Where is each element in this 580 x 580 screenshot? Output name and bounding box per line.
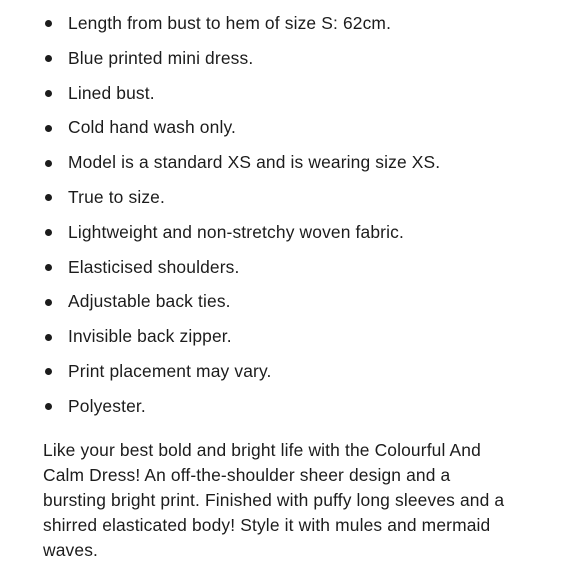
list-item: [0, 250, 580, 285]
list-item: [0, 284, 580, 319]
feature-text: Length from bust to hem of size S: 62cm.: [68, 13, 392, 33]
bullet-dot-icon: [45, 125, 52, 132]
feature-text: Elasticised shoulders.: [68, 256, 240, 277]
bullet-dot-icon: [45, 194, 52, 201]
list-item: [0, 41, 580, 76]
bullet-dot-icon: [45, 368, 52, 375]
list-item: [0, 145, 580, 180]
feature-text: Blue printed mini dress.: [68, 47, 254, 68]
feature-text: Cold hand wash only.: [68, 117, 236, 138]
list-item: [0, 76, 580, 111]
feature-text: Model is a standard XS and is wearing size XS.: [68, 152, 441, 173]
feature-text: Invisible back zipper.: [68, 326, 232, 347]
bullet-dot-icon: [45, 334, 52, 341]
list-item: [0, 180, 580, 215]
feature-text: Adjustable back ties.: [68, 291, 231, 312]
feature-text: Polyester.: [68, 395, 146, 416]
list-item: [0, 354, 580, 389]
list-item: [0, 6, 580, 41]
list-item: [0, 110, 580, 145]
feature-text: True to size.: [68, 186, 165, 207]
bullet-dot-icon: [45, 299, 52, 306]
list-item: [0, 319, 580, 354]
list-item: [0, 389, 580, 424]
bullet-dot-icon: [45, 20, 52, 27]
feature-text: Print placement may vary.: [68, 360, 272, 381]
feature-list: [0, 6, 580, 424]
bullet-dot-icon: [45, 264, 52, 271]
bullet-dot-icon: [45, 55, 52, 62]
bullet-dot-icon: [45, 160, 52, 167]
feature-text: Lined bust.: [68, 82, 155, 103]
list-item: [0, 215, 580, 250]
bullet-dot-icon: [45, 90, 52, 97]
feature-text: Lightweight and non-stretchy woven fabric.: [68, 221, 404, 242]
bullet-dot-icon: [45, 403, 52, 410]
bullet-dot-icon: [45, 229, 52, 236]
product-description: Like your best bold and bright life with the Colourful And Calm Dress! An off-the-shoulder sheer design and a bursting bright print. Finished with puffy long sleeves and a shirred elasticated body! Style it with mules and mermaid waves.: [43, 440, 505, 560]
